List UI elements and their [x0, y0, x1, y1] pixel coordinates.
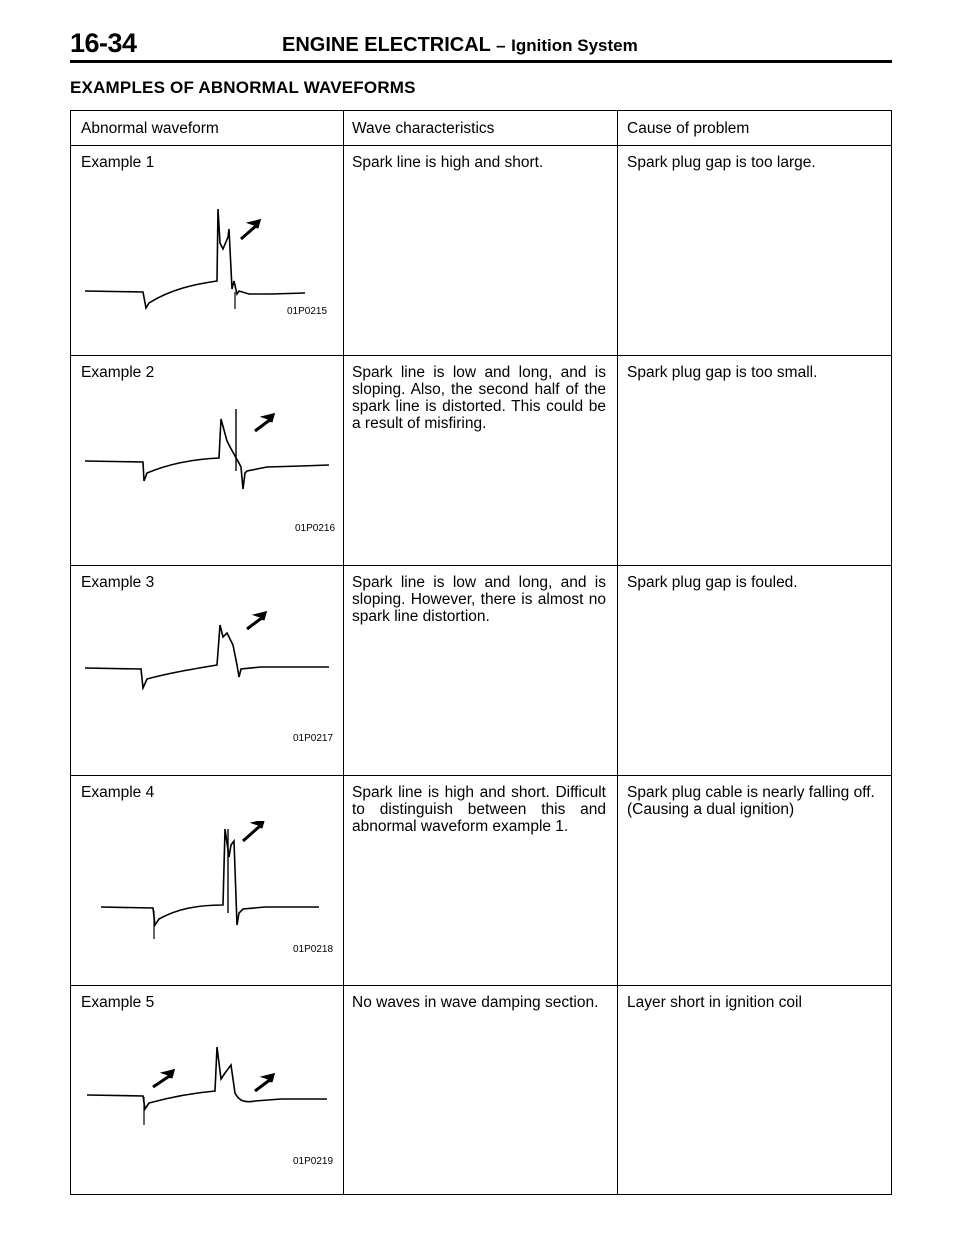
example-label: Example 5	[81, 994, 155, 1011]
waveform-figure	[71, 611, 343, 761]
chapter-separator: –	[496, 36, 506, 55]
chapter-title	[282, 34, 638, 57]
header-wave-characteristics: Wave characteristics	[352, 120, 495, 137]
wave-characteristics: Spark line is low and long, and is sloping. Also, the second half of the spark line is distorted. This could be a result of misfiring.	[352, 364, 606, 432]
row-divider	[71, 565, 891, 566]
cause-of-problem: Spark plug gap is fouled.	[627, 574, 798, 591]
arrow-icon	[243, 821, 263, 841]
column-divider	[617, 111, 618, 1194]
figure-id: 01P0217	[293, 733, 334, 744]
section-title: EXAMPLES OF ABNORMAL WAVEFORMS	[70, 78, 416, 97]
arrow-icon	[255, 415, 273, 431]
header-abnormal-waveform: Abnormal waveform	[81, 120, 219, 137]
row-divider	[71, 775, 891, 776]
figure-id: 01P0218	[293, 944, 334, 955]
chapter-name: ENGINE ELECTRICAL	[282, 34, 491, 56]
wave-characteristics: Spark line is low and long, and is sloping. However, there is almost no spark line distortion.	[352, 574, 606, 625]
example-label: Example 2	[81, 364, 155, 381]
arrow-icon	[153, 1071, 173, 1087]
example-label: Example 3	[81, 574, 155, 591]
row-divider	[71, 355, 891, 356]
wave-characteristics: Spark line is high and short. Difficult to distinguish between this and abnormal waveform example 1.	[352, 784, 606, 835]
subchapter-name: Ignition System	[511, 36, 638, 55]
header-cause-of-problem: Cause of problem	[627, 120, 750, 137]
waveform-figure	[71, 821, 343, 971]
column-divider	[343, 111, 344, 1194]
figure-id: 01P0215	[287, 306, 328, 317]
cause-of-problem: Spark plug cable is nearly falling off. (Causing a dual ignition)	[627, 784, 875, 818]
row-divider	[71, 985, 891, 986]
waveform-table	[70, 110, 892, 1195]
page-header	[70, 28, 892, 58]
cause-of-problem: Layer short in ignition coil	[627, 994, 802, 1011]
example-label: Example 1	[81, 154, 155, 171]
waveform-figure	[71, 1031, 343, 1181]
waveform-figure	[71, 401, 343, 551]
figure-id: 01P0216	[295, 523, 336, 534]
arrow-icon	[241, 221, 259, 239]
page-number: 16-34	[70, 28, 137, 58]
row-divider	[71, 145, 891, 146]
cause-of-problem: Spark plug gap is too large.	[627, 154, 816, 171]
figure-id: 01P0219	[293, 1156, 334, 1167]
cause-of-problem: Spark plug gap is too small.	[627, 364, 818, 381]
arrow-icon	[247, 613, 265, 629]
wave-characteristics: Spark line is high and short.	[352, 154, 544, 171]
waveform-figure	[71, 191, 343, 341]
wave-characteristics: No waves in wave damping section.	[352, 994, 599, 1011]
example-label: Example 4	[81, 784, 155, 801]
arrow-icon	[255, 1075, 273, 1091]
header-rule	[70, 60, 892, 63]
